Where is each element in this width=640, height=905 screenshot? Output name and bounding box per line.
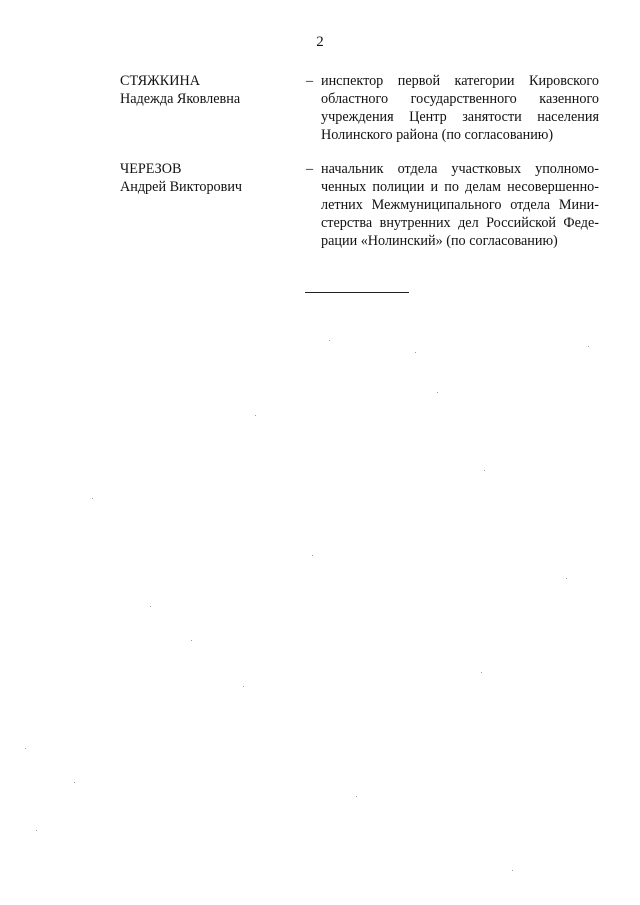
- member-given-names: Надежда Яковлевна: [120, 91, 241, 107]
- page-number: 2: [316, 34, 324, 50]
- scan-speck: [36, 830, 37, 831]
- member-given-names: Андрей Викторович: [120, 179, 243, 195]
- position-line: областного государственного казенного: [321, 91, 599, 107]
- scan-speck: [92, 498, 93, 499]
- scan-speck: [588, 346, 589, 347]
- separator-dash: –: [306, 73, 314, 89]
- scan-speck: [566, 578, 567, 579]
- scan-speck: [481, 672, 482, 673]
- scan-speck: [512, 870, 513, 871]
- member-surname: ЧЕРЕЗОВ: [120, 161, 182, 177]
- scan-speck: [415, 352, 416, 353]
- scan-speck: [25, 748, 26, 749]
- position-line: ченных полиции и по делам несовершенно-: [321, 179, 599, 195]
- position-line: инспектор первой категории Кировского: [321, 73, 599, 89]
- member-position: [321, 72, 599, 144]
- scan-speck: [356, 796, 357, 797]
- member-name: [120, 72, 290, 108]
- position-line: учреждения Центр занятости населения: [321, 109, 599, 125]
- position-line: рации «Нолинский» (по согласованию): [321, 233, 558, 249]
- separator-dash: –: [306, 161, 314, 177]
- scan-speck: [243, 686, 244, 687]
- member-surname: СТЯЖКИНА: [120, 73, 200, 89]
- member-name: [120, 160, 290, 196]
- scan-speck: [191, 640, 192, 641]
- scan-speck: [484, 470, 485, 471]
- scan-speck: [312, 555, 313, 556]
- scan-speck: [150, 606, 151, 607]
- member-position: [321, 160, 599, 250]
- end-divider-line: [305, 292, 409, 293]
- position-line: Нолинского района (по согласованию): [321, 127, 554, 143]
- position-line: стерства внутренних дел Российской Феде-: [321, 215, 599, 231]
- scan-speck: [329, 340, 330, 341]
- position-line: летних Межмуниципального отдела Мини-: [321, 197, 599, 213]
- scan-speck: [255, 415, 256, 416]
- scan-speck: [74, 782, 75, 783]
- scan-speck: [437, 392, 438, 393]
- position-line: начальник отдела участковых уполномо-: [321, 161, 599, 177]
